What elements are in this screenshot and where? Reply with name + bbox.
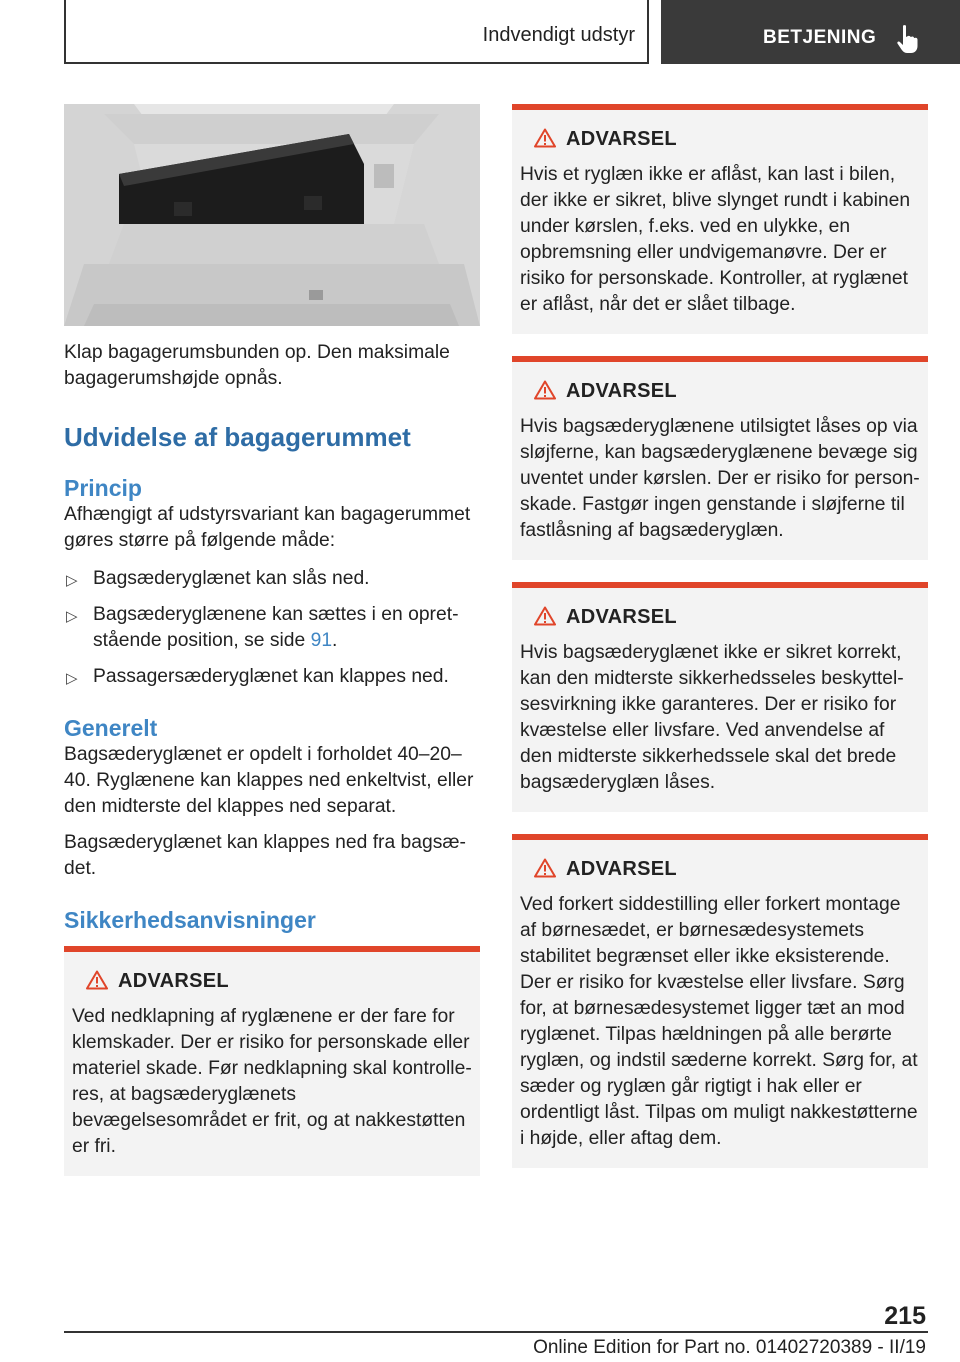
- principle-title: Princip: [64, 475, 142, 501]
- general-paragraph: Bagsæderyglænet er opdelt i forholdet 40–20–40. Ryglænene kan klappes ned enkeltvist, eller den midterste del klappes ned separat.: [64, 744, 474, 817]
- warning-text: Ved forkert siddestilling eller forkert montage af børnesædet, er børnesædesystemets stabilitet begrænset eller ikke eksisterende. Der er risiko for kvæstelse eller livsfare. Sørg for, at børnesædesystemet ligger tæt an mod ryglænet. Tilpas hældningen på alle berørte ryglæn, og indstil sæderne korrekt. Sørg for, at sæder og ryglæn går rigtigt i hak eller er ordentligt låst. Tilpas om muligt nakkestøtterne i højde, eller aftag dem.: [520, 894, 918, 1149]
- warning-text: Hvis bagsæderyglænet ikke er sikret korrekt, kan den midterste sikkerhedsseles beskyttelsesvirkning ikke garanteres. Der er risiko for kvæstelse eller livsfare. Ved anvendelse af den midterste sikkerhedssele skal det brede bagsæderyglæn låses.: [520, 642, 904, 793]
- triangle-bullet-icon: ▷: [66, 670, 78, 687]
- page-reference-link[interactable]: 91: [310, 630, 333, 651]
- section-title: Udvidelse af bagagerummet: [64, 422, 411, 452]
- triangle-bullet-icon: ▷: [66, 572, 78, 589]
- page-number: 215: [884, 1302, 926, 1330]
- image-caption: Klap bagagerumsbunden op. Den maksimale bagagerumshøjde opnås.: [64, 342, 450, 389]
- pointing-hand-icon: [895, 24, 921, 54]
- general-title: Generelt: [64, 715, 158, 741]
- edition-note: Online Edition for Part no. 01402720389 - II/19: [533, 1337, 926, 1358]
- principle-list: [64, 566, 480, 690]
- warning-title: ADVARSEL: [566, 128, 677, 150]
- warning-text: Hvis bagsæderyglænene utilsigtet låses op via sløjferne, kan bagsæderyglænene bevæge sig uventet under kørslen. Der er risiko for personskade. Fastgør ingen genstande i sløjferne til fastlåsning af bagsæderyglæn.: [520, 416, 920, 541]
- luggage-compartment-illustration: [64, 104, 480, 326]
- list-item: ▷ Bagsæderyglænet kan slås ned.: [64, 566, 480, 592]
- right-column: [512, 104, 928, 1168]
- warning-title: ADVARSEL: [118, 970, 229, 992]
- warning-triangle-icon: [534, 128, 556, 148]
- principle-intro: Afhængigt af udstyrsvariant kan bagagerummet gøres større på følgende måde:: [64, 504, 471, 551]
- list-item: ▷ Bagsæderyglænene kan sættes i en opretstående position, se side 91.: [66, 604, 459, 651]
- safety-title: Sikkerhedsanvisninger: [64, 907, 316, 933]
- warning-text: Ved nedklapning af ryglænene er der fare for klemskader. Der er risiko for personskade eller materiel skade. Før nedklapning skal kontrolleres, at bagsæderyglænets bevægelsesområdet er frit, og at nakkestøtten er fri.: [72, 1006, 472, 1157]
- warning-triangle-icon: [534, 606, 556, 626]
- warning-title: ADVARSEL: [566, 606, 677, 628]
- warning-text: Hvis et ryglæn ikke er aflåst, kan last i bilen, der ikke er sikret, blive slynget rundt i kabinen under kørslen, f.eks. ved en ulykke, en opbremsning eller undvigemanøvre. Der er risiko for personskade. Kontroller, at ryglænet er aflåst, når det er slået tilbage.: [520, 164, 911, 315]
- triangle-bullet-icon: ▷: [66, 608, 78, 625]
- warning-box: [512, 834, 928, 1168]
- warning-box: [512, 356, 928, 560]
- header-chapter-tab[interactable]: [661, 0, 960, 64]
- warning-triangle-icon: [534, 380, 556, 400]
- warning-box: [512, 104, 928, 334]
- warning-box: [512, 582, 928, 812]
- footer-divider: [64, 1331, 928, 1333]
- chapter-tab-label: BETJENING: [763, 27, 877, 48]
- general-paragraph: Bagsæderyglænet kan klappes ned fra bagsædet.: [64, 832, 466, 879]
- luggage-compartment-photo: [64, 104, 480, 326]
- warning-box: [64, 946, 480, 1176]
- warning-triangle-icon: [534, 858, 556, 878]
- warning-triangle-icon: [86, 970, 108, 990]
- warning-title: ADVARSEL: [566, 380, 677, 402]
- header-section-title[interactable]: Indvendigt udstyr: [482, 24, 635, 46]
- left-column: [64, 104, 480, 1176]
- list-item: ▷ Passagersæderyglænet kan klappes ned.: [64, 664, 480, 690]
- warning-title: ADVARSEL: [566, 858, 677, 880]
